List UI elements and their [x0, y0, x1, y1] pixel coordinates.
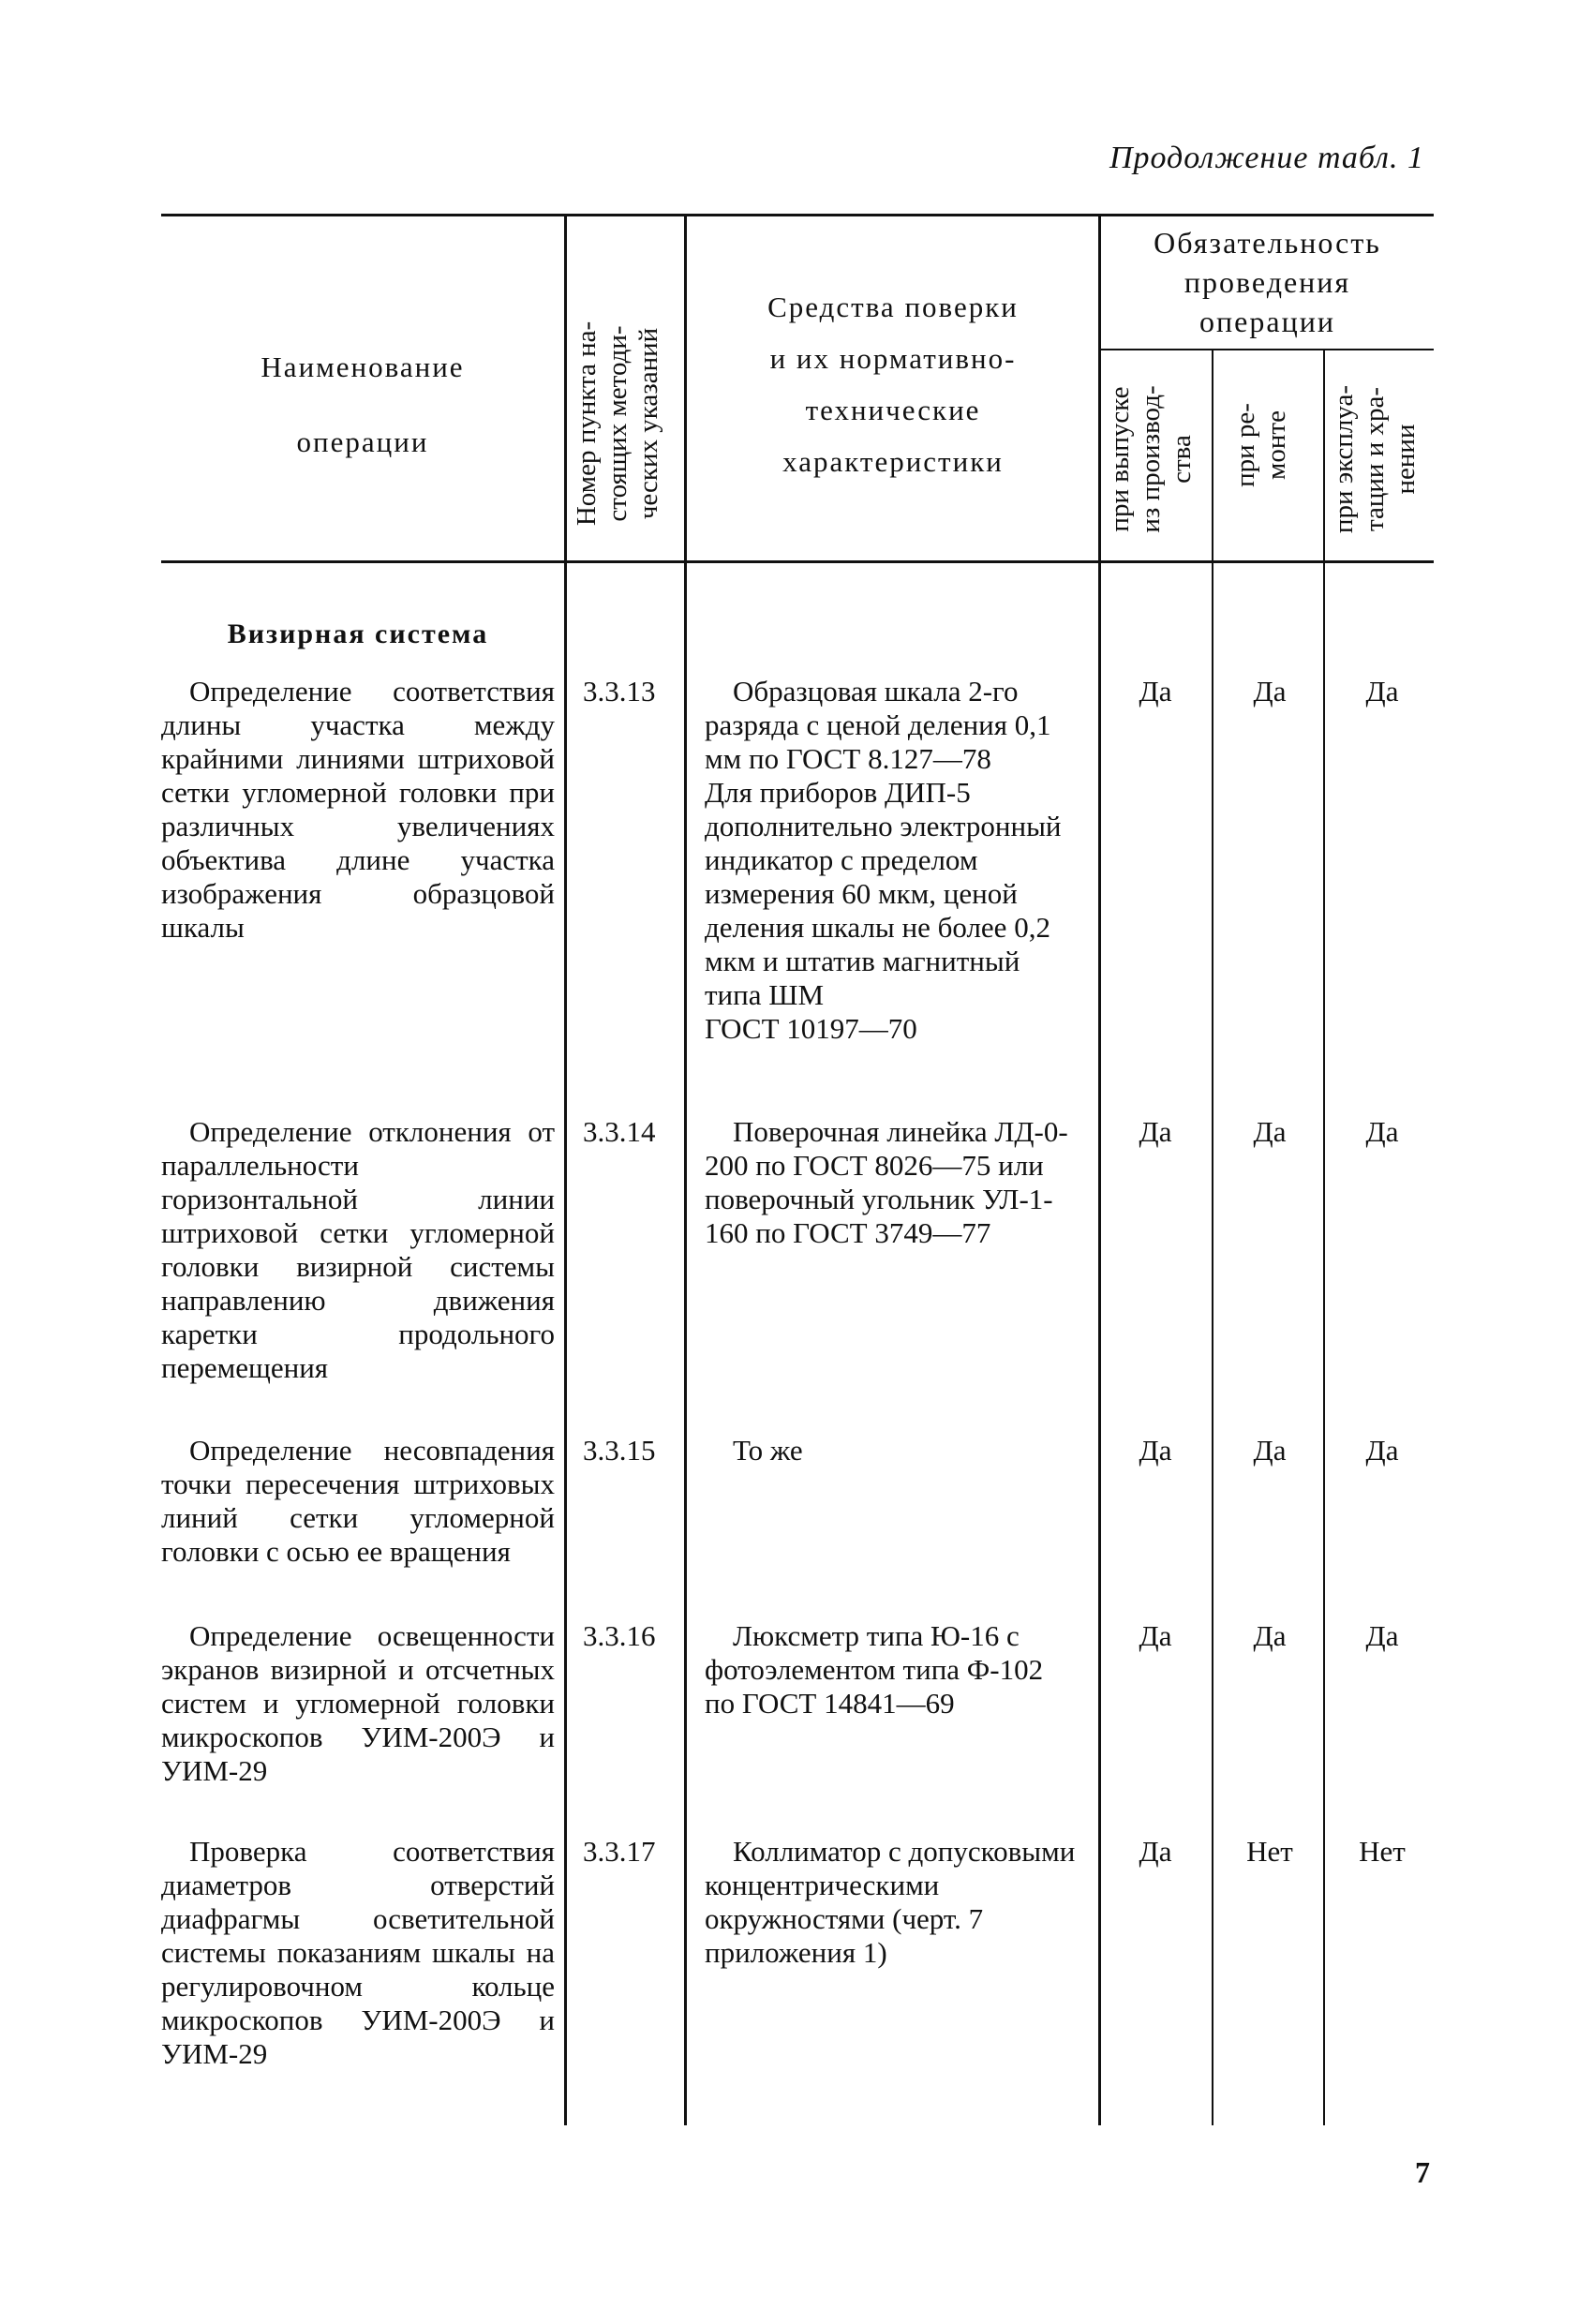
row-4-operation-flag: Да — [1365, 1619, 1399, 1652]
header-sub-release: при выпуске из производ- ства — [1105, 385, 1197, 533]
row-5-means: Коллиматор с допусковыми концентрическими окружностями (черт. 7 приложения 1) — [705, 1835, 1076, 1969]
row-5-clause: 3.3.17 — [583, 1835, 656, 1868]
row-4-clause: 3.3.16 — [583, 1619, 656, 1652]
page-number: 7 — [1415, 2155, 1430, 2189]
row-2-operation: Определение отклонения от параллельности горизонтальной линии штриховой сетки угломерной головки визирной системы направлению движения каретки продольного перемещения — [161, 1115, 555, 1384]
header-obligation: Обязательность проведения операции — [1154, 226, 1381, 338]
header-bottom-border — [161, 560, 1434, 563]
row-1-release: Да — [1139, 675, 1172, 708]
header-operation-name: Наименование операции — [261, 350, 465, 458]
header-sub-repair: при ре- монте — [1230, 403, 1291, 487]
row-3-operation: Определение несовпадения точки пересечения штриховых линий сетки угломерной головки с осью ее вращения — [161, 1434, 555, 1568]
column-divider-5 — [1323, 350, 1325, 2125]
row-4-repair: Да — [1253, 1619, 1287, 1652]
row-3-clause: 3.3.15 — [583, 1434, 656, 1467]
row-1-means: Образцовая шкала 2-го разряда с ценой деления 0,1 мм по ГОСТ 8.127—78 Для приборов ДИП-5 дополнительно электронный индикатор с пределом измерения 60 мкм, ценой деления шкалы не более 0,2 мкм и штатив магнитный типа ШМ ГОСТ 10197—70 — [705, 675, 1062, 1045]
row-2-clause: 3.3.14 — [583, 1115, 656, 1148]
header-sub-operation: при эксплуа- тации и хра- нении — [1329, 384, 1421, 534]
row-5-operation-flag: Нет — [1359, 1835, 1406, 1868]
row-1-clause: 3.3.13 — [583, 675, 656, 708]
header-clause-number: Номер пункта на- стоящих методи- ческих указаний — [572, 320, 663, 527]
row-1-operation: Определение соответствия длины участка между крайними линиями штриховой сетки угломерной головки при различных увеличениях объектива длине участка изображения образцовой шкалы — [161, 675, 555, 944]
row-4-operation: Определение освещенности экранов визирной и отсчетных систем и угломерной головки микроскопов УИМ-200Э и УИМ-29 — [161, 1619, 555, 1787]
table-continuation-caption: Продолжение табл. 1 — [1109, 141, 1424, 175]
row-4-means: Люксметр типа Ю-16 с фотоэлементом типа Ф-102 по ГОСТ 14841—69 — [705, 1619, 1044, 1720]
row-3-repair: Да — [1253, 1434, 1287, 1467]
column-divider-4 — [1212, 350, 1213, 2125]
row-2-repair: Да — [1253, 1115, 1287, 1148]
row-5-release: Да — [1139, 1835, 1172, 1868]
row-3-means: То же — [733, 1434, 803, 1467]
obligation-subheader-border — [1101, 349, 1434, 350]
row-2-means: Поверочная линейка ЛД-0-200 по ГОСТ 8026—75 или поверочный угольник УЛ-1-160 по ГОСТ 3749—77 — [705, 1115, 1068, 1249]
row-4-release: Да — [1139, 1619, 1172, 1652]
row-1-operation-flag: Да — [1365, 675, 1399, 708]
row-2-release: Да — [1139, 1115, 1172, 1148]
row-3-operation-flag: Да — [1365, 1434, 1399, 1467]
row-5-operation: Проверка соответствия диаметров отверстий диафрагмы осветительной системы показаниям шкалы на регулировочном кольце микроскопов УИМ-200Э и УИМ-29 — [161, 1835, 555, 2070]
table-top-border — [161, 214, 1434, 216]
row-1-repair: Да — [1253, 675, 1287, 708]
row-5-repair: Нет — [1246, 1835, 1293, 1868]
row-2-operation-flag: Да — [1365, 1115, 1399, 1148]
header-means: Средства поверки и их нормативно- технические характеристики — [767, 290, 1019, 478]
column-divider-1 — [564, 214, 567, 2125]
column-divider-3 — [1098, 214, 1101, 2125]
row-3-release: Да — [1139, 1434, 1172, 1467]
section-title: Визирная система — [227, 618, 489, 649]
